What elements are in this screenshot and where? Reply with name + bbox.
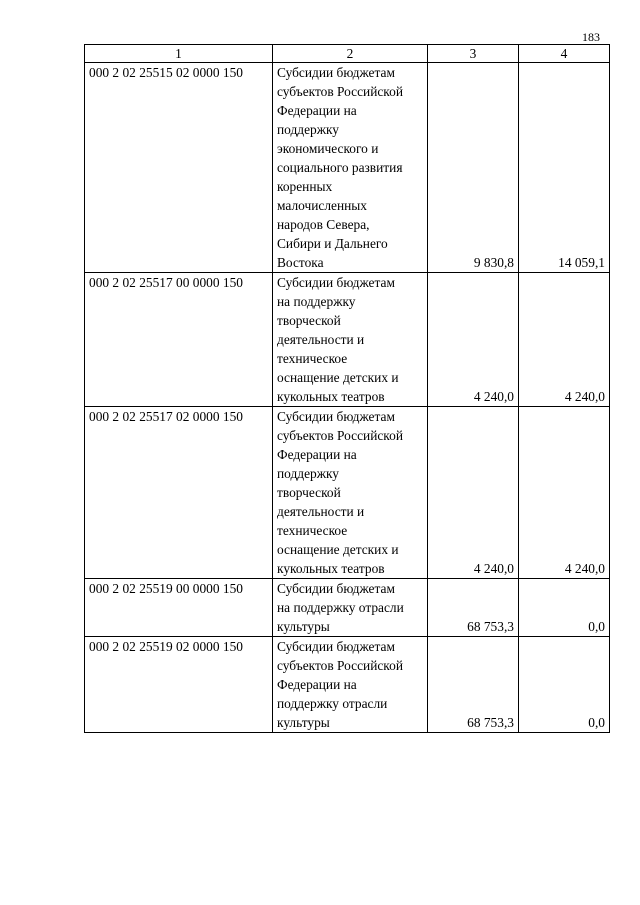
budget-code-cell: 000 2 02 25519 02 0000 150 bbox=[85, 637, 273, 733]
amount-col4-cell: 0,0 bbox=[519, 637, 610, 733]
column-header-1: 1 bbox=[85, 45, 273, 63]
description-cell bbox=[273, 637, 428, 733]
budget-code-cell: 000 2 02 25517 00 0000 150 bbox=[85, 273, 273, 407]
description-line: Субсидии бюджетам bbox=[277, 409, 395, 424]
description-line: на поддержку отрасли bbox=[277, 600, 404, 615]
table-row bbox=[85, 637, 610, 733]
description-line: культуры bbox=[277, 715, 330, 730]
description-line: поддержку отрасли bbox=[277, 696, 388, 711]
budget-table bbox=[84, 44, 610, 733]
table-header bbox=[85, 45, 610, 63]
description-cell bbox=[273, 407, 428, 579]
description-line: поддержку bbox=[277, 122, 340, 137]
description-line: Федерации на bbox=[277, 677, 357, 692]
description-line: Субсидии бюджетам bbox=[277, 65, 395, 80]
description-line: творческой bbox=[277, 313, 341, 328]
amount-col4-cell: 4 240,0 bbox=[519, 273, 610, 407]
description-line: поддержку bbox=[277, 466, 340, 481]
description-line: деятельности и bbox=[277, 332, 365, 347]
description-line: Федерации на bbox=[277, 447, 357, 462]
description-line: социального развития bbox=[277, 160, 403, 175]
table-row bbox=[85, 407, 610, 579]
description-line: субъектов Российской bbox=[277, 658, 403, 673]
amount-col4-cell: 0,0 bbox=[519, 579, 610, 637]
page-number: 183 bbox=[582, 30, 600, 44]
description-line: оснащение детских и bbox=[277, 370, 399, 385]
amount-col3-cell: 68 753,3 bbox=[428, 637, 519, 733]
amount-col3-cell: 9 830,8 bbox=[428, 63, 519, 273]
description-line: на поддержку bbox=[277, 294, 356, 309]
table-body bbox=[85, 63, 610, 733]
description-line: субъектов Российской bbox=[277, 84, 403, 99]
description-line: кукольных театров bbox=[277, 389, 385, 404]
description-line: Субсидии бюджетам bbox=[277, 581, 395, 596]
amount-col4-cell: 14 059,1 bbox=[519, 63, 610, 273]
description-line: техническое bbox=[277, 351, 348, 366]
description-cell bbox=[273, 63, 428, 273]
table-row bbox=[85, 63, 610, 273]
description-line: деятельности и bbox=[277, 504, 365, 519]
description-line: коренных bbox=[277, 179, 333, 194]
budget-code-cell: 000 2 02 25519 00 0000 150 bbox=[85, 579, 273, 637]
description-line: экономического и bbox=[277, 141, 379, 156]
description-line: творческой bbox=[277, 485, 341, 500]
description-cell bbox=[273, 273, 428, 407]
description-line: культуры bbox=[277, 619, 330, 634]
budget-code-cell: 000 2 02 25517 02 0000 150 bbox=[85, 407, 273, 579]
amount-col3-cell: 4 240,0 bbox=[428, 407, 519, 579]
description-line: народов Севера, bbox=[277, 217, 370, 232]
amount-col3-cell: 4 240,0 bbox=[428, 273, 519, 407]
column-header-4: 4 bbox=[519, 45, 610, 63]
description-line: кукольных театров bbox=[277, 561, 385, 576]
description-line: оснащение детских и bbox=[277, 542, 399, 557]
description-line: малочисленных bbox=[277, 198, 367, 213]
header-row bbox=[85, 45, 610, 63]
description-line: Востока bbox=[277, 255, 324, 270]
budget-code-cell: 000 2 02 25515 02 0000 150 bbox=[85, 63, 273, 273]
description-line: техническое bbox=[277, 523, 348, 538]
description-line: субъектов Российской bbox=[277, 428, 403, 443]
table-row bbox=[85, 273, 610, 407]
column-header-2: 2 bbox=[273, 45, 428, 63]
amount-col3-cell: 68 753,3 bbox=[428, 579, 519, 637]
amount-col4-cell: 4 240,0 bbox=[519, 407, 610, 579]
description-line: Субсидии бюджетам bbox=[277, 275, 395, 290]
column-header-3: 3 bbox=[428, 45, 519, 63]
description-line: Субсидии бюджетам bbox=[277, 639, 395, 654]
description-cell bbox=[273, 579, 428, 637]
description-line: Сибири и Дальнего bbox=[277, 236, 388, 251]
table-row bbox=[85, 579, 610, 637]
description-line: Федерации на bbox=[277, 103, 357, 118]
